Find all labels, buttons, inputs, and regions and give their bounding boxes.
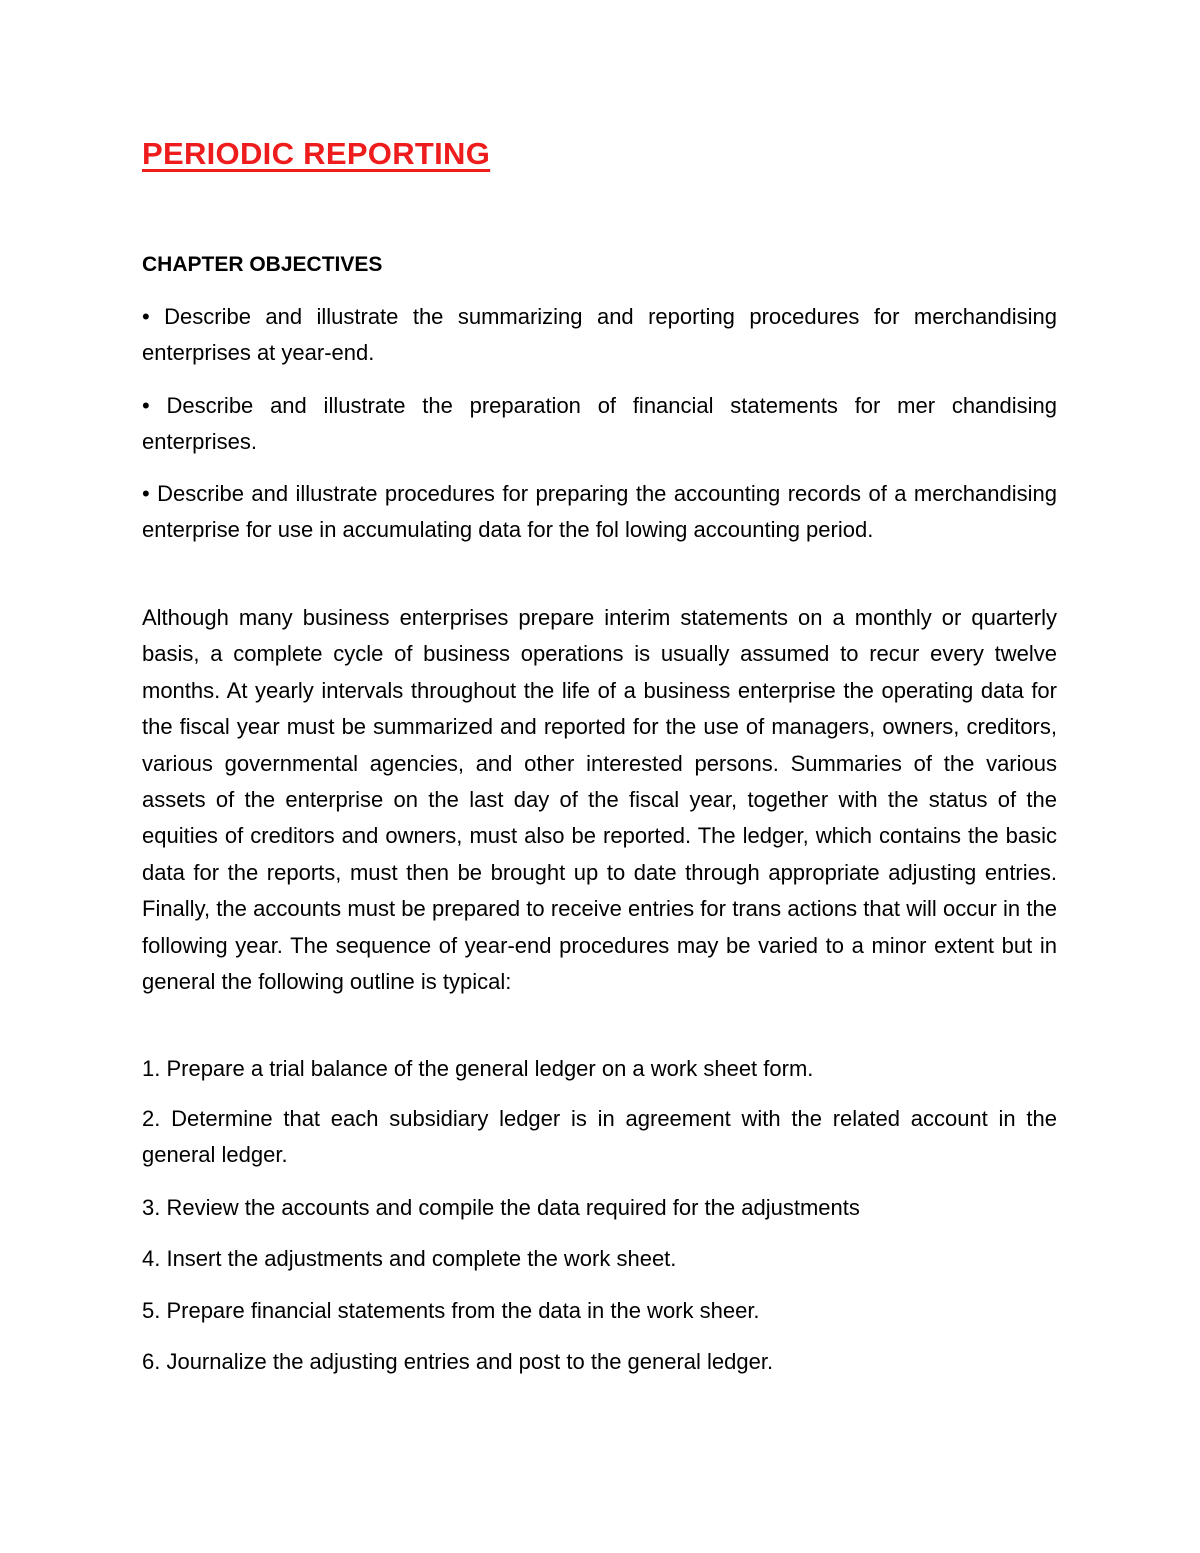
step-item: 5. Prepare financial statements from the data in the work sheer. <box>142 1298 760 1323</box>
step-item: 1. Prepare a trial balance of the general ledger on a work sheet form. <box>142 1056 814 1081</box>
step-item: 6. Journalize the adjusting entries and post to the general ledger. <box>142 1349 774 1374</box>
step-item: 3. Review the accounts and compile the data required for the adjustments <box>142 1195 860 1220</box>
page-title: PERIODIC REPORTING <box>142 136 491 171</box>
step-item: 4. Insert the adjustments and complete the work sheet. <box>142 1246 677 1271</box>
objective-item: • Describe and illustrate procedures for preparing the accounting records of a merchandising enterprise for use in accumulating data for the fol lowing accounting period. <box>142 481 1057 543</box>
body-paragraph: Although many business enterprises prepare interim statements on a monthly or quarterly basis, a complete cycle of business operations is usually assumed to recur every twelve months. At yearly intervals throughout the life of a business enterprise the operating data for the fiscal year must be summarized and reported for the use of managers, owners, creditors, various governmental agencies, and other interested persons. Summaries of the various assets of the enterprise on the last day of the fiscal year, together with the status of the equities of creditors and owners, must also be reported. The ledger, which contains the basic data for the reports, must then be brought up to date through appropriate adjusting entries. Finally, the accounts must be prepared to receive entries for trans actions that will occur in the following year. The sequence of year-end procedures may be varied to a minor extent but in general the following outline is typical: <box>142 605 1057 995</box>
section-heading: CHAPTER OBJECTIVES <box>142 253 383 276</box>
objective-item: • Describe and illustrate the summarizing and reporting procedures for merchandising enterprises at year-end. <box>142 304 1057 366</box>
objective-item: • Describe and illustrate the preparation of financial statements for mer chandising enterprises. <box>142 393 1057 455</box>
step-item: 2. Determine that each subsidiary ledger is in agreement with the related account in the general ledger. <box>142 1106 1057 1168</box>
